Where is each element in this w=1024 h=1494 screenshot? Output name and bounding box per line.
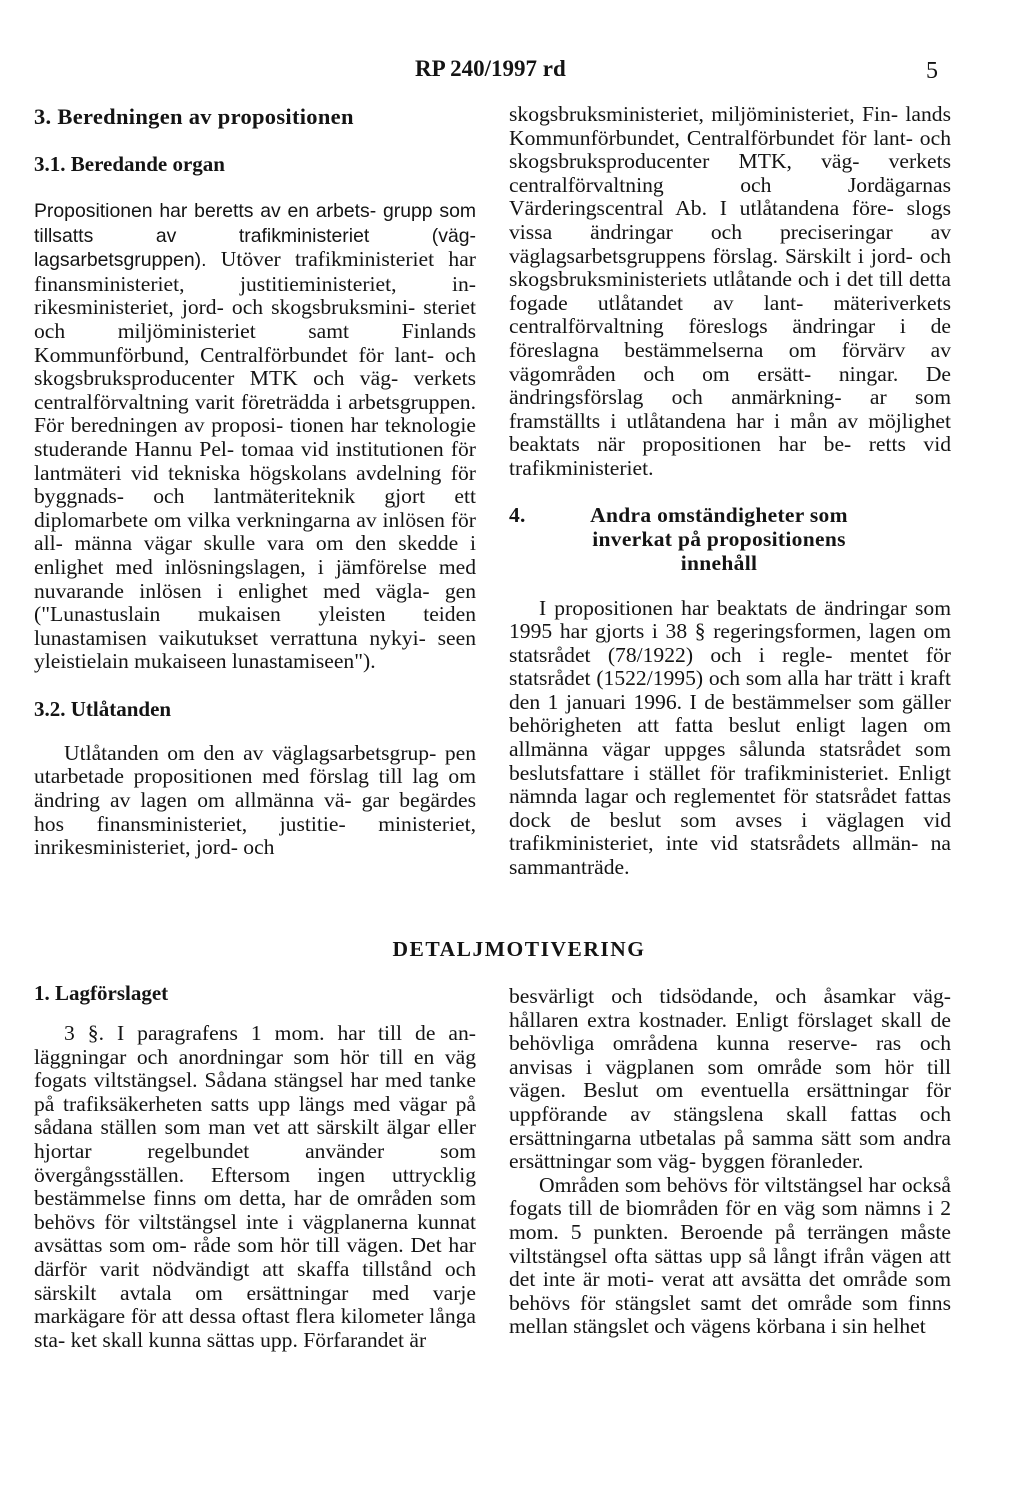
section-3-2-heading: 3.2. Utlåtanden: [34, 696, 172, 721]
paragraph-3-section: 3 §. I paragrafens 1 mom. har till de an- läggningar och anordningar som hör till en väg fogats viltstängsel. Sådana stängsel har med tanke på trafiksäkerheten satts upp längs med vägar på sådana ställen som man vet att särskilt älgar eller hjortar regelbundet använder som övergångsställen. Eftersom ingen uttrycklig bestämmelse finns om detta, har de områden som behövs för viltstängsel inte i vägplanerna kunnat avsättas som om- råde som hör till vägen. Det har därför varit nödvändigt att skaffa tillstånd och särskilt avtala om ersättningar med varje markägare för att dessa oftast flera kilometer långa sta- ket skall kunna sättas upp. Förfarandet är: [34, 1021, 476, 1352]
section-3-2-paragraph-continued: skogsbruksministeriet, miljöministeriet, Fin- lands Kommunförbundet, Centralförbundet för lant- och skogsbruksproducenter MTK, väg- verkets centralförvaltning och Jordägarnas Värderingscentral Ab. I utlåtandena före- slogs vissa ändringar och preciseringar av väglagsarbetsgruppens förslag. Särskilt i jord- och skogsbruksministeriets utlåtande och i det till detta fogade utlåtandet av lant- mäteriverkets centralförvaltning föreslogs ändringar i de föreslagna bestämmelserna om förvärv av vägområden och om ersätt- ningar. De ändringsförslag och anmärkning- ar som framställts i utlåtandena har i mån av möjlighet beaktats när propositionen har be- retts vid trafikministeriet.: [509, 102, 951, 480]
left-column-bottom: [34, 980, 476, 1352]
section-4-heading: [509, 503, 951, 575]
page-number: 5: [926, 58, 938, 84]
section-3-1-paragraph: [34, 199, 476, 674]
lagforslaget-heading: 1. Lagförslaget: [34, 981, 169, 1005]
page-header: [0, 50, 1024, 86]
section-4-number: 4.: [509, 502, 526, 527]
section-3-1-heading: 3.1. Beredande organ: [34, 152, 225, 176]
section-3-1-paragraph-rest: Utöver trafikministeriet har finansministeriet, justitieministeriet, in- rikesministeriet, jord- och skogsbruksmini- steriet och miljöministeriet samt Finlands Kommunförbund, Centralförbundet för lant- och skogsbruksproducenter MTK och väg- verkets centralförvaltning varit företrädda i arbetsgruppen. För beredningen av proposi- tionen har teknologie studerande Hannu Pel- tomaa vid institutionen för lantmäteri vid tekniska högskolans avdelning för byggnads- och lantmäteriteknik gjort ett diplomarbete om vilka verkningarna av inlösen för all- männa vägar skulle vara om den skedde i enlighet med inlösningslagen, i jämförelse med nuvarande inlösen i enlighet med vägla- gen ("Lunastuslain mukaisen yleisten teiden lunastamisen vaikutukset verrattuna nykyi- seen yleistielain mukaiseen lunastamiseen").: [34, 247, 476, 674]
viltstangsel-paragraph: Områden som behövs för viltstängsel har också fogats till de biområden för en väg som nämns i 2 mom. 5 punkten. Beroende på terrängen måste viltstängsel ofta sättas upp så långt ifrån vägen att det inte är moti- verat att avsätta det område som behövs för stängslet samt det område som finns mellan stängslet och vägens körbana i sin helhet: [509, 1172, 951, 1339]
detaljmotivering-title: DETALJMOTIVERING: [392, 937, 646, 961]
document-reference: RP 240/1997 rd: [415, 56, 566, 81]
section-4-title: Andra omständigheter som inverkat på propositionens innehåll: [590, 502, 848, 575]
section-3-1-paragraph-start: Propositionen har beretts av en arbets- grupp som tillsatts av trafikministeriet (väg- lagsarbetsgruppen).: [34, 200, 476, 272]
left-column-top: [34, 103, 476, 860]
section-4-paragraph: I propositionen har beaktats de ändringar som 1995 har gjorts i 38 § regeringsformen, lagen om statsrådet (78/1922) och i regle- mentet för statsrådet (1522/1995) och som alla har trätt i kraft den 1 januari 1996. I de bestämmelser som gäller behörigheten att fatta beslut enligt lagen om allmänna vägar uppges sålunda statsrådet som beslutsfattare i stället för trafikministeriet. Enligt nämnda lagar och reglementet för statsrådet fattas dock de beslut som avses i väglagen vid trafikministeriet, inte vid statsrådets allmän- na sammanträde.: [509, 595, 951, 880]
section-3-heading: 3. Beredningen av propositionen: [34, 104, 354, 129]
right-column-top: [509, 103, 951, 880]
right-column-bottom: [509, 985, 951, 1339]
paragraph-3-section-continued: besvärligt och tidsödande, och åsamkar väg- hållaren extra kostnader. Enligt förslaget skall de behövliga områdena kunna reserve- ras och anvisas i vägplanen som område som hör till vägen. Beslut om eventuella ersättningar för uppförande av stängslena skall fattas och ersättningarna utbetalas på samma sätt som andra ersättningar som väg- byggen föranleder.: [509, 984, 951, 1174]
section-3-2-paragraph: Utlåtanden om den av väglagsarbetsgrup- pen utarbetade propositionen med förslag till lag om ändring av lagen om allmänna vä- gar begärdes hos finansministeriet, justitie- ministeriet, inrikesministeriet, jord- och: [34, 740, 476, 860]
